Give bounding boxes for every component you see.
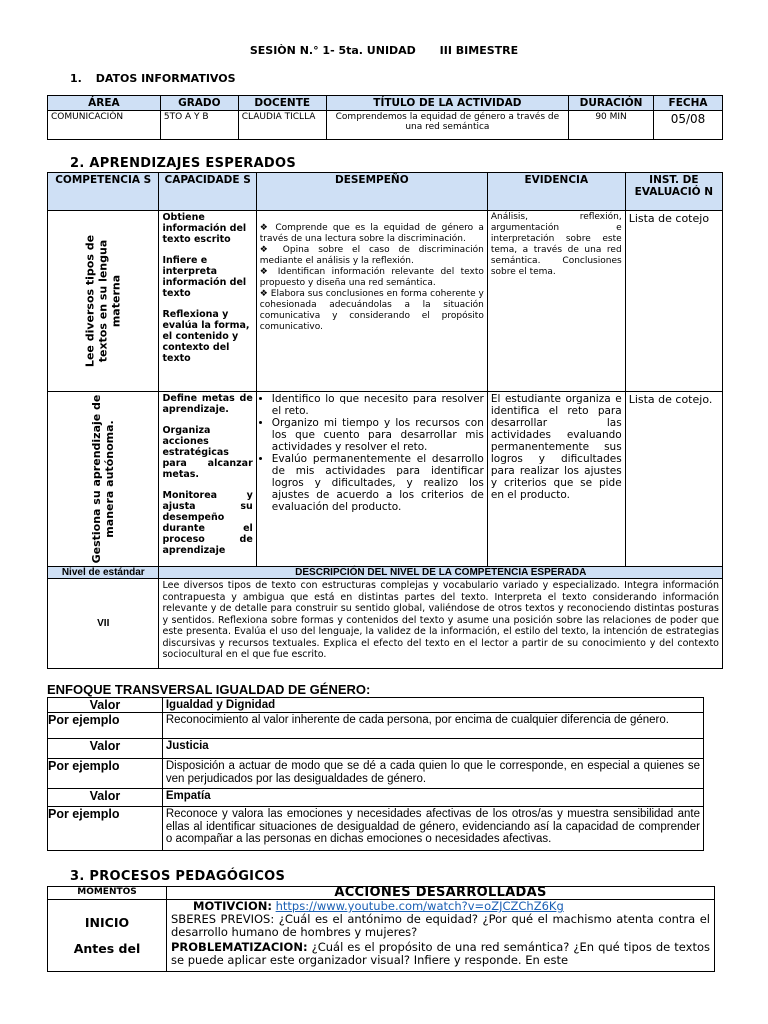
header-duracion: DURACIÓN: [569, 96, 654, 111]
header-docente: DOCENTE: [238, 96, 326, 111]
section-3-number: 3.: [70, 869, 85, 884]
evidencia-cell-2: El estudiante organiza e identifica el reto para desarrollar las actividades evaluando permanentemente sus logros y dificultades para realizar los ajustes y criterios que se pide en el producto.: [487, 392, 625, 567]
header-evidencia: EVIDENCIA: [487, 173, 625, 211]
acciones-cell: [167, 900, 715, 972]
section-1-heading: [70, 72, 236, 85]
section-2-label: APRENDIZAJES ESPERADOS: [89, 156, 297, 171]
docente-value: CLAUDIA TICLLA: [238, 111, 326, 140]
valor-label: Valor: [48, 739, 163, 759]
fecha-value: 05/08: [654, 111, 723, 140]
instrumento-cell-2: Lista de cotejo.: [625, 392, 722, 567]
desempeno-cell-1: [256, 211, 487, 392]
desempeno-cell-2: [256, 392, 487, 567]
datos-informativos-table: [47, 95, 723, 140]
nivel-descripcion: Lee diversos tipos de texto con estructuras complejas y vocabulario variado y especializado. Integra información contrapuesta y ambigua que está en distintas partes del texto. Interpreta el texto considerando información relevante y de detalle para construir su sentido global, valiéndose de otros textos y reconociendo distintas posturas y sentidos. Reflexiona sobre formas y contenidos del texto y asume una posición sobre las relaciones de poder que este presenta. Evalúa el uso del lenguaje, la validez de la información, el estilo del texto, la intención de estrategias discursivas y recursos textuales. Explica el efecto del texto en el lector a partir de su conocimiento y del contexto sociocultural en el que fue escrito.: [159, 579, 723, 669]
header-momentos: MOMENTOS: [48, 887, 167, 900]
session-title: [0, 44, 768, 57]
ejemplo-text: Reconoce y valora las emociones y necesidades afectivas de los otros/as y muestra sensibilidad ante ellas al identificar situaciones de desigualdad de género, evidenciando así la capacidad de comprender o acompañar a las personas en dichas emociones o necesidades afectivas.: [162, 807, 703, 851]
valor-name: Empatía: [162, 789, 703, 807]
desempeno-bullet: • Organizo mi tiempo y los recursos con los que cuento para desarrollar mis actividades y resolver el reto.: [272, 417, 484, 453]
capacidad-item: Organiza acciones estratégicas para alcanzar metas.: [162, 425, 253, 480]
header-acciones: ACCIONES DESARROLLADAS: [167, 887, 715, 900]
header-fecha: FECHA: [654, 96, 723, 111]
momento-sub: Antes del: [73, 940, 141, 956]
competencia-gestiona: Gestiona su aprendizaje de manera autónoma.: [90, 394, 117, 564]
valor-name: Justicia: [162, 739, 703, 759]
competencia-cell-1: [48, 211, 159, 392]
motivacion-label: MOTIVCION:: [193, 899, 272, 913]
bimestre-label: III BIMESTRE: [439, 44, 519, 57]
header-titulo: TÍTULO DE LA ACTIVIDAD: [326, 96, 568, 111]
capacidad-item: Infiere e interpreta información del texto: [162, 255, 247, 299]
header-desempeno: DESEMPEÑO: [256, 173, 487, 211]
section-3-label: PROCESOS PEDAGÓGICOS: [89, 869, 286, 884]
capacidades-cell-2: [159, 392, 256, 567]
header-grado: GRADO: [160, 96, 238, 111]
problematizacion-label: PROBLEMATIZACION:: [171, 940, 308, 954]
session-label: SESIÒN N.° 1- 5ta. UNIDAD: [249, 44, 416, 57]
ejemplo-label: Por ejemplo: [48, 759, 163, 789]
momento-inicio: INICIO: [84, 914, 130, 930]
header-competencias: COMPETENCIA S: [48, 173, 159, 211]
capacidad-item: Monitorea y ajusta su desempeño durante el proceso de aprendizaje: [162, 490, 253, 556]
desempeno-item: ❖ Comprende que es la equidad de género a través de una lectura sobre la discriminación.: [259, 223, 484, 244]
desempeno-bullet: • Evalúo permanentemente el desarrollo de mis actividades para identificar logros y dificultades, y realizo los ajustes de acuerdo a los criterios de evaluación del producto.: [272, 453, 484, 513]
ejemplo-text: Reconocimiento al valor inherente de cada persona, por encima de cualquier diferencia de género.: [162, 713, 703, 739]
section-2-number: 2.: [70, 156, 85, 171]
nivel-estandar-header: Nivel de estándar: [48, 567, 159, 579]
capacidad-item: Obtiene información del texto escrito: [162, 212, 247, 245]
problematizacion-text: ¿Cuál es el propósito de una red semántica? ¿En qué tipos de textos se puede aplicar este organizador visual? Infiere y responde. En este: [171, 940, 710, 967]
section-3-heading: [70, 869, 285, 884]
duracion-value: 90 MIN: [569, 111, 654, 140]
competencia-cell-2: [48, 392, 159, 567]
motivacion-link[interactable]: https://www.youtube.com/watch?v=oZJCZChZ6Kg: [275, 899, 564, 913]
aprendizajes-table: [47, 172, 723, 669]
desempeno-item: ❖ Opina sobre el caso de discriminación mediante el análisis y la reflexión.: [259, 245, 484, 266]
competencia-lee: Lee diversos tipos de textos en su lengua materna: [83, 234, 123, 368]
section-2-heading: [70, 156, 296, 171]
valor-label: Valor: [48, 698, 163, 713]
valor-name: Igualdad y Dignidad: [162, 698, 703, 713]
header-area: ÁREA: [48, 96, 161, 111]
ejemplo-label: Por ejemplo: [48, 713, 163, 739]
instrumento-cell-1: Lista de cotejo: [625, 211, 722, 392]
section-1-label: DATOS INFORMATIVOS: [95, 72, 236, 85]
saberes-previos: SBERES PREVIOS: ¿Cuál es el antónimo de equidad? ¿Por qué el machismo atenta contra el desarrollo humano de hombres y mujeres?: [171, 912, 710, 939]
ejemplo-text: Disposición a actuar de modo que se dé a cada quien lo que le corresponde, en especial a quienes se ven perjudicados por las desigualdades de género.: [162, 759, 703, 789]
problematizacion-line: [171, 941, 710, 967]
grado-value: 5TO A Y B: [160, 111, 238, 140]
capacidades-cell-1: [159, 211, 256, 392]
valor-label: Valor: [48, 789, 163, 807]
descripcion-nivel-header: DESCRIPCIÓN DEL NIVEL DE LA COMPETENCIA ESPERADA: [159, 567, 723, 579]
desempeno-item: ❖ Elabora sus conclusiones en forma coherente y cohesionada adecuándolas a la situación comunicativa y considerando el propósito comunicativo.: [259, 289, 484, 332]
section-1-number: 1.: [70, 72, 82, 85]
capacidad-item: Define metas de aprendizaje.: [162, 393, 253, 415]
procesos-table: [47, 886, 715, 972]
header-capacidades: CAPACIDADE S: [159, 173, 256, 211]
desempeno-item: ❖ Identifican información relevante del texto propuesto y diseña una red semántica.: [259, 267, 484, 288]
evidencia-cell-1: Análisis, reflexión, argumentación e interpretación sobre este tema, a través de una red semántica. Conclusiones sobre el tema.: [487, 211, 625, 392]
capacidad-item: Reflexiona y evalúa la forma, el contenido y contexto del texto: [162, 309, 250, 364]
ejemplo-label: Por ejemplo: [48, 807, 163, 851]
enfoque-title: ENFOQUE TRANSVERSAL IGUALDAD DE GÉNERO:: [47, 682, 371, 697]
momento-cell: [48, 900, 167, 972]
enfoque-table: [47, 697, 704, 851]
nivel-value: VII: [48, 579, 159, 669]
area-value: COMUNICACIÓN: [48, 111, 161, 140]
titulo-value: Comprendemos la equidad de género a través de una red semántica: [326, 111, 568, 140]
header-instrumento: INST. DE EVALUACIÓ N: [625, 173, 722, 211]
desempeno-bullet: • Identifico lo que necesito para resolver el reto.: [272, 393, 484, 417]
